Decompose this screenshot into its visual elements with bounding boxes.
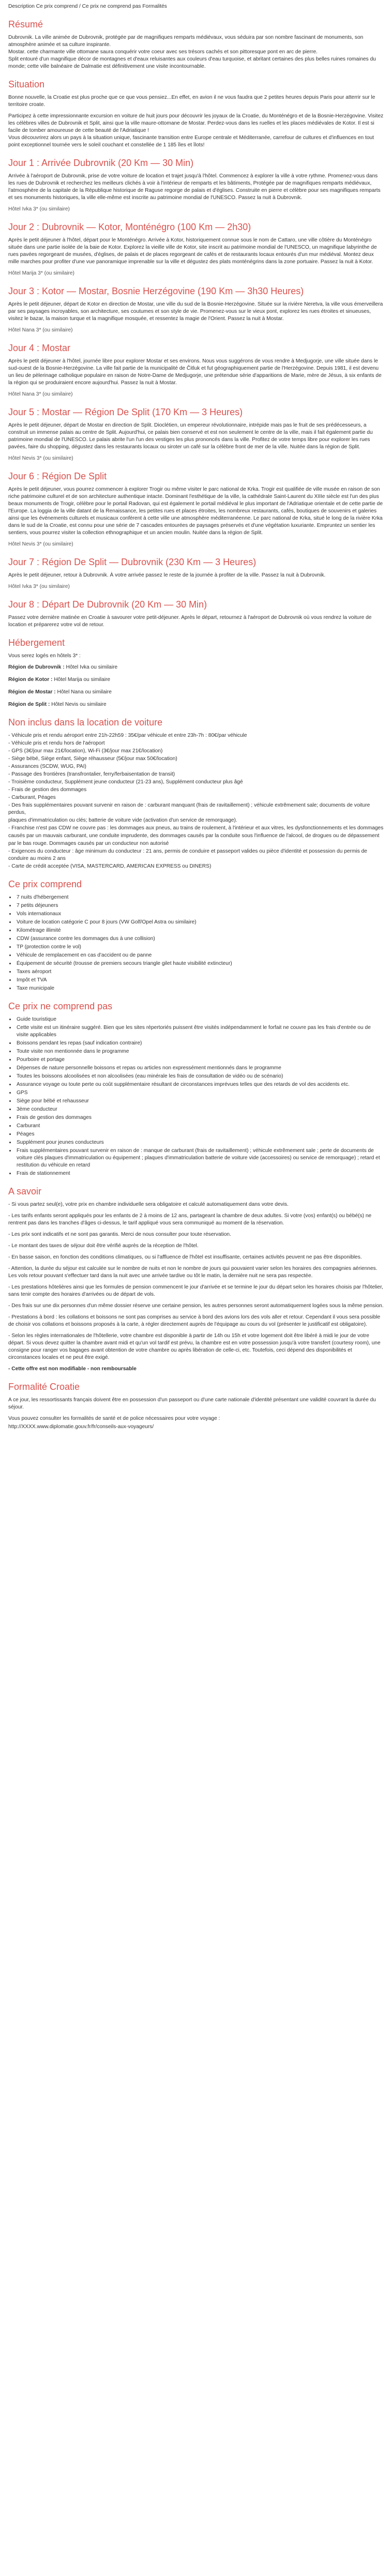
hotel-region: Région de Split : <box>8 702 50 707</box>
situation-title: Situation <box>8 79 45 89</box>
ne-comprend-title: Ce prix ne comprend pas <box>8 1001 113 1011</box>
savoir-title: A savoir <box>8 1186 42 1196</box>
list-item: • 3ème conducteur <box>16 1106 384 1113</box>
list-item: • Péages <box>16 1131 384 1138</box>
savoir-paragraph: - En basse saison, en fonction des conditions climatiques, ou si l'affluence de l'hôtel est insuffisante, certaines activités peuvent ne pas être disponibles. <box>8 1254 362 1260</box>
day-title: Jour 2 : Dubrovnik — Kotor, Monténégro (100 Km — 2h30) <box>8 222 251 232</box>
list-item: • Véhicule de remplacement en cas d'accident ou de panne <box>16 952 384 959</box>
day-hotel: Hôtel Ivka 3* (ou similaire) <box>8 206 70 212</box>
list-item: • Dépenses de nature personnelle boissons et repas ou articles non expressément mentionnés dans le programme <box>16 1065 384 1072</box>
hotel-name: Hôtel Nana ou similaire <box>57 689 112 695</box>
list-item: • Siège pour bébé et rehausseur <box>16 1098 384 1105</box>
day-title: Jour 3 : Kotor — Mostar, Bosnie Herzégovine (190 Km — 3h30 Heures) <box>8 286 304 296</box>
day-title: Jour 7 : Région De Split — Dubrovnik (230 Km — 3 Heures) <box>8 557 257 567</box>
list-item: • Kilométrage illimité <box>16 927 384 934</box>
resume-title: Résumé <box>8 19 43 29</box>
day-title: Jour 6 : Région De Split <box>8 471 107 481</box>
day-title: Jour 4 : Mostar <box>8 343 71 353</box>
list-item: • Carburant <box>16 1123 384 1130</box>
list-item: • 7 petits déjeuners <box>16 902 384 910</box>
day-title: Jour 1 : Arrivée Dubrovnik (20 Km — 30 Min) <box>8 158 194 168</box>
day-hotel: Hôtel Nana 3* (ou similaire) <box>8 327 73 333</box>
list-item: • Boissons pendant les repas (sauf indication contraire) <box>16 1040 384 1047</box>
hotel-name: Hôtel Marija ou similaire <box>54 677 111 683</box>
day-text: Passez votre dernière matinée en Croatie à savourer votre petit-déjeuner. Après le départ, retournez à l'aéroport de Dubrovnik où vous rendrez la voiture de location et préparerez votre vol de retour. <box>8 615 372 628</box>
savoir-paragraph: - Si vous partez seul(e), votre prix en chambre individuelle sera obligatoire et calculé automatiquement dans votre devis. <box>8 1202 289 1207</box>
list-item: • GPS <box>16 1089 384 1097</box>
hotel-line <box>8 676 384 684</box>
savoir-paragraph: - Le montant des taxes de séjour doit être vérifié auprès de la réception de l'hôtel. <box>8 1243 199 1249</box>
list-item: • Cette visite est un itinéraire suggéré. Bien que les sites répertoriés puissent être visités indépendamment le forfait ne couvre pas les frais d'entrée ou de visite applicables <box>16 1024 384 1039</box>
list-item: • CDW (assurance contre les dommages dus à une collision) <box>16 935 384 943</box>
day-text: Après le petit déjeuner, retour à Dubrovnik. À votre arrivée passez le reste de la journée à profiter de la ville. Passez la nuit à Dubrovnik. <box>8 572 326 578</box>
day-title: Jour 8 : Départ De Dubrovnik (20 Km — 30 Min) <box>8 599 207 610</box>
day-hotel: Hôtel Nevis 3* (ou similaire) <box>8 541 73 547</box>
comprend-list <box>8 894 384 992</box>
list-item: • Équipement de sécurité (trousse de premiers secours triangle gilet haute visibilité extincteur) <box>16 960 384 967</box>
day-text: Après le petit déjeuner, départ de Kotor en direction de Mostar, une ville du sud de la Bosnie-Herzégovine. Située sur la rivière Neretva, la ville vous émerveillera par ses paysages incroyables, son architecture, ses coutumes et son style de vie. Promenez-vous sur le vieux pont, explorez les rues étroites et sinueuses, visitez le bazar, la maison turque et la magnifique mosquée, et ressentez la magie de l'Orient. Passez la nuit à Mostar. <box>8 301 383 322</box>
formalite-title: Formalité Croatie <box>8 1382 80 1392</box>
list-item: • Toutes les boissons alcoolisées et non alcoolisées (eau minérale les frais de consultation de vidéo ou de scénario) <box>16 1073 384 1080</box>
list-item: • Taxe municipale <box>16 985 384 992</box>
day-hotel: Hôtel Nevis 3* (ou similaire) <box>8 456 73 461</box>
exclusion-line: - Exigences du conducteur : âge minimum du conducteur : 21 ans, permis de conduire et passeport valides ou pièce d'identité et possession du permis de conduire au moins 2 ans <box>8 848 367 861</box>
savoir-body <box>8 1201 384 1373</box>
exclusion-line: - Siège bébé, Siège enfant, Siège réhausseur (5€/jour max 50€/location) <box>8 756 177 762</box>
situation-paragraph: Participez à cette impressionnante excursion en voiture de huit jours pour découvrir les joyaux de la Croatie, du Monténégro et de la Bosnie-Herzégovine. Visitez les célèbres villes de Dubrovnik et Split, ainsi que la ville maure-ottomane de Mostar. Perdez-vous dans les ruelles et les places médiévales de Kotor. Il est si facile de tomber amoureuse de cette beauté de l'Adriatique ! Vous découvrirez alors un pays à la situation unique, fascinante transition entre Europe centrale et Méditerranée, carrefour de cultures et d'influences en tout point exceptionnel tournée vers le soleil couchant et constellée de 1 185 îles et îlots! <box>8 113 384 148</box>
list-item: • TP (protection contre le vol) <box>16 944 384 951</box>
savoir-paragraph: - Les prestations hôtelières ainsi que les formules de pension commencent le jour d'arrivée et se termine le jour du départ selon les horaires choisis par l'hôtelier, sans tenir compte des horaires d'arrivées ou de départ de vols. <box>8 1284 383 1297</box>
exclusion-line: - Troisième conducteur, Supplément jeune conducteur (21-23 ans), Supplément conducteur plus âgé <box>8 779 243 785</box>
exclusion-line: plaques d'immatriculation ou clés; batterie de voiture vide (activation d'un service de remorquage). <box>8 817 237 823</box>
exclusion-line: - Frais de gestion des dommages <box>8 787 87 793</box>
list-item: • Frais de stationnement <box>16 1170 384 1177</box>
exclusion-line: - Véhicule pris et rendu aéroport entre 21h-22h59 : 35€/par véhicule et entre 23h-7h : 80€/par véhicule <box>8 733 247 738</box>
savoir-paragraph: - Prestations à bord : les collations et boissons ne sont pas comprises au service à bord des avions lors des vols aller et retour. Cependant il vous sera possible de choisir vos collations et boissons proposés à la carte, à régler directement auprès de l'équipage au cours du vol (présenter le justificatif est obligatoire). <box>8 1314 381 1327</box>
hotel-name: Hôtel Ivka ou similaire <box>66 664 118 670</box>
savoir-paragraph: - Les tarifs enfants seront appliqués pour les enfants de 2 à moins de 12 ans, partageant la chambre de deux adultes. Si votre (vos) enfant(s) ou bébé(s) ne rentrent pas dans les tranches d'âges ci-dessus, le tarif appliqué vous sera communiqué au moment de la réservation. <box>8 1213 372 1226</box>
day-title: Jour 5 : Mostar — Région De Split (170 Km — 3 Heures) <box>8 407 243 417</box>
day-text: Après le petit déjeuner à l'hôtel, départ pour le Monténégro. Arrivée à Kotor, historiquement connue sous le nom de Cattaro, une ville côtière du Monténégro située dans une partie isolée de la baie de Kotor. Explorez la vieille ville de Kotor, site inscrit au patrimoine mondial de l'UNESCO, un magnifique labyrinthe de rues pavées regorgeant de musées, d'églises, de palais et de places regorgeant de cafés et de restaurants locaux entourés d'un mur médiéval. Montez deux mille marches pour profiter d'une vue panoramique imprenable sur la ville et dégustez des plats monténégrins dans la zone portuaire. Passez la nuit à Kotor. <box>8 237 377 265</box>
list-item: • Supplément pour jeunes conducteurs <box>16 1139 384 1146</box>
list-item: • Pourboire et portage <box>16 1056 384 1064</box>
location-exclusions <box>8 732 384 870</box>
list-item: • Guide touristique <box>16 1016 384 1023</box>
list-item: • Frais supplémentaires pouvant survenir en raison de : manque de carburant (frais de ravitaillement) ; véhicule extrêmement sale ; perte de documents de voiture clés plaques d'immatriculation ou équipement ; plaques d'immatriculation batterie de voiture vide (accessoires) ou service de remorquage) ; retard et restitution du véhicule en retard <box>16 1147 384 1169</box>
day-text: Arrivée à l'aéroport de Dubrovnik, prise de votre voiture de location et trajet jusqu'à l'hôtel. Commencez à explorer la ville à votre rythme. Promenez-vous dans les rues de Dubrovnik et recherchez les meilleurs clichés à voir à l'intérieur de remparts et les bâtiments, Protégée par de magnifiques remparts médiévaux, l'atmosphère de la capitale de la République historique de Raguse regorge de palais et d'églises. Construite en pierre et célèbre pour ses magnifiques remparts et ses monuments historiques, la ville elle-même est inscrite au patrimoine mondial de l'UNESCO. Passez la nuit à Dubrovnik. <box>8 173 381 201</box>
savoir-paragraph: - Selon les règles internationales de l'hôtellerie, votre chambre est disponible à partir de 14h ou 15h et votre logement doit être libéré à midi le jour de votre départ. Si vous devez quitter la chambre avant midi et qu'un vol tardif est prévu, la chambre est en votre possession jusqu'à votre transfert (courtesy room), une consigne pour ranger vos bagages avant obtention de votre chambre ou après libération de celle-ci, etc. Toutefois, ceci dépend des disponibilités et circonstances locales et ne peut être exigé. <box>8 1333 381 1360</box>
exclusion-line: par le bas rouge. Dommages causés par un conducteur non autorisé <box>8 841 169 846</box>
hotel-line <box>8 689 384 696</box>
day-text: Après le petit déjeuner à l'hôtel, journée libre pour explorer Mostar et ses environs. Nous vous suggérons de vous rendre à Medjugorje, une ville située dans le sud-ouest de la Bosnie-Herzégovine. La ville fait partie de la municipalité de Čitluk et fut géographiquement partie de l'Herzégovine. Depuis 1981, il est devenu un lieu de pèlerinage catholique populaire en raison de Notre-Dame de Medjugorje, une prétendue série d'apparitions de Marie, mère de Jésus, à six enfants de la région qui se produiraient encore aujourd'hui. Passez la nuit à Mostar. <box>8 358 382 386</box>
exclusion-line: - Assurances (SCDW, WUG, PAI) <box>8 764 86 769</box>
hotel-region: Région de Mostar : <box>8 689 56 695</box>
day-hotel: Hôtel Marija 3* (ou similaire) <box>8 270 74 276</box>
hebergement-intro: Vous serez logés en hôtels 3* : <box>8 653 81 659</box>
list-item: • Taxes aéroport <box>16 968 384 976</box>
day-text: Après le petit déjeuner, départ de Mostar en direction de Split. Dioclétien, un empereur révolutionnaire, intrépide mais pas le fruit de ses prédécesseurs, a construit un immense palais au centre de Split. Aujourd'hui, ce palais bien conservé et est non seulement le centre de la ville, mais il fait également partie du patrimoine mondial de l'UNESCO. Le palais abrite l'un l'un des vestiges les plus prononcés dans la ville. Profitez de votre temps libre pour explorer les rues pavées, faire du shopping, dégustez dans les restaurants locaux ou siroter un café sur la célèbre front de mer de la ville. Nuitée dans la région de Split. <box>8 422 373 450</box>
exclusion-line: - GPS (3€/jour max 21€/location), Wi-Fi (3€/jour max 21€/location) <box>8 748 163 754</box>
ne-comprend-list <box>8 1016 384 1177</box>
exclusion-line: - Carburant, Péages <box>8 795 56 800</box>
list-item: • 7 nuits d'hébergement <box>16 894 384 901</box>
comprend-title: Ce prix comprend <box>8 879 82 889</box>
list-item: • Impôt et TVA <box>16 977 384 984</box>
day-text: Après le petit déjeuner, vous pourrez commencer à explorer Trogir ou même visiter le parc national de Krka. Trogir est qualifiée de ville musée en raison de son riche patrimoine culturel et de son architecture authentique intacte. Dominant l'esthétique de la ville, la cathédrale Saint-Laurent du XIIIe siècle est l'un des plus beaux monuments de Trogir, célèbre pour le portail Radovan, qui est également le portail médiéval le plus important de l'Adriatique orientale et de cette partie de l'Europe. La loggia de la ville datant de la Renaissance, les petites rues et places étroites, les nombreux restaurants, cafés, boutiques de souvenirs et galeries ainsi que les événements culturels et musicaux confèrent à cette ville une atmosphère méditerranéenne. Le parc national de Krka, situé le long de la rivière Krka dans le sud de la Croatie, est connu pour une série de 7 cascades entourées de paysages préservés et d'une végétation luxuriante. Empruntez un sentier les sentiers, vous pourrez visiter la collection ethnographique et un ancien moulin. Nuitée dans la région de Split. <box>8 487 383 536</box>
list-item: • Toute visite non mentionnée dans le programme <box>16 1048 384 1055</box>
list-item: • Vols internationaux <box>16 911 384 918</box>
exclusion-line: - Véhicule pris et rendu hors de l'aéroport <box>8 740 105 746</box>
hotel-region: Région de Dubrovnik : <box>8 664 65 670</box>
list-item: • Frais de gestion des dommages <box>16 1114 384 1122</box>
exclusion-line: causés par un mauvais carburant, une conduite imprudente, des dommages causés par la conduite sous l'influence de l'alcool, de drogues ou de dépassement <box>8 833 380 839</box>
day-hotel: Hôtel Nana 3* (ou similaire) <box>8 391 73 397</box>
hotel-line <box>8 664 384 671</box>
section-links: Description Ce prix comprend / Ce prix ne comprend pas Formalités <box>8 4 167 9</box>
savoir-paragraph: - Des frais sur une dix personnes d'un même dossier réserve une certaine pension, les autres personnes seront automatiquement logées sous la même pension. <box>8 1303 384 1309</box>
non-refundable-note: - Cette offre est non modifiable - non remboursable <box>8 1366 137 1372</box>
situation-paragraph: Bonne nouvelle, la Croatie est plus proche que ce que vous pensiez...En effet, en avion il ne vous faudra que 2 petites heures depuis Paris pour atterrir sur le territoire croate. <box>8 95 375 108</box>
savoir-paragraph: - Les prix sont indicatifs et ne sont pas garantis. Merci de nous consulter pour toute réservation. <box>8 1232 231 1237</box>
exclusion-line: - Carte de crédit acceptée (VISA, MASTERCARD, AMERICAN EXPRESS ou DINERS) <box>8 863 212 869</box>
hebergement-title: Hébergement <box>8 638 65 648</box>
formalite-link[interactable]: http://XXXX.www.diplomatie.gouv.fr/fr/conseils-aux-voyageurs/ <box>8 1424 154 1430</box>
resume-paragraph: Dubrovnik. La ville animée de Dubrovnik, protégée par de magnifiques remparts médiévaux, vous séduira par son nombre fascinant de monuments, son atmosphère animée et sa culture inspirante. Mostar. cette charmante ville ottomane saura conquérir votre coeur avec ses trésors cachés et son pittoresque pont en arc de pierre. Split entouré d'un magnifique décor de montagnes et d'eaux reluisantes aux couleurs d'eau turquoise, et abritant certaines des plus belles ruines romaines du monde; cette ville balnéaire de Dalmatie est définitivement une visite incontournable. <box>8 35 376 69</box>
hotel-line <box>8 701 384 708</box>
exclusion-line: - Franchise n'est pas CDW ne couvre pas : les dommages aux pneus, au trains de roulement, à l'intérieur et aux vitres, les dysfonctionnements et les dommages <box>8 825 384 831</box>
itinerary <box>8 157 384 629</box>
location-title: Non inclus dans la location de voiture <box>8 717 163 728</box>
exclusion-line: - Passage des frontières (transfrontalier, ferry/ferbaisentation de transit) <box>8 771 175 777</box>
hotel-name: Hôtel Nevis ou similaire <box>51 702 107 707</box>
formalite-paragraph: A ce jour, les ressortissants français doivent être en possession d'un passeport ou d'une carte nationale d'identité présentant une validité couvrant la durée du séjour. <box>8 1397 376 1410</box>
savoir-paragraph: - Attention, la durée du séjour est calculée sur le nombre de nuits et non le nombre de jours qui pouvaient varier selon les horaires des compagnies aériennes. Les vols retour pouvant s'effectuer tard dans la nuit avec une arrivée tardive ou tôt le matin, la dernière nuit ne sera pas respectée. <box>8 1266 378 1279</box>
hotel-region: Région de Kotor : <box>8 677 53 683</box>
list-item: • Assurance voyage ou toute perte ou coût supplémentaire résultant de circonstances imprévues telles que des retards de vol des accidents etc. <box>16 1081 384 1088</box>
day-hotel: Hôtel Ivka 3* (ou similaire) <box>8 584 70 589</box>
list-item: • Voiture de location catégorie C pour 8 jours (VW Golf/Opel Astra ou similaire) <box>16 919 384 926</box>
exclusion-line: - Des frais supplémentaires pouvant survenir en raison de : carburant manquant (frais de ravitaillement) ; véhicule extrêmement sale; documents de voiture perdus, <box>8 802 370 815</box>
formalite-paragraph: Vous pouvez consulter les formalités de santé et de police nécessaires pour votre voyage : <box>8 1416 220 1421</box>
